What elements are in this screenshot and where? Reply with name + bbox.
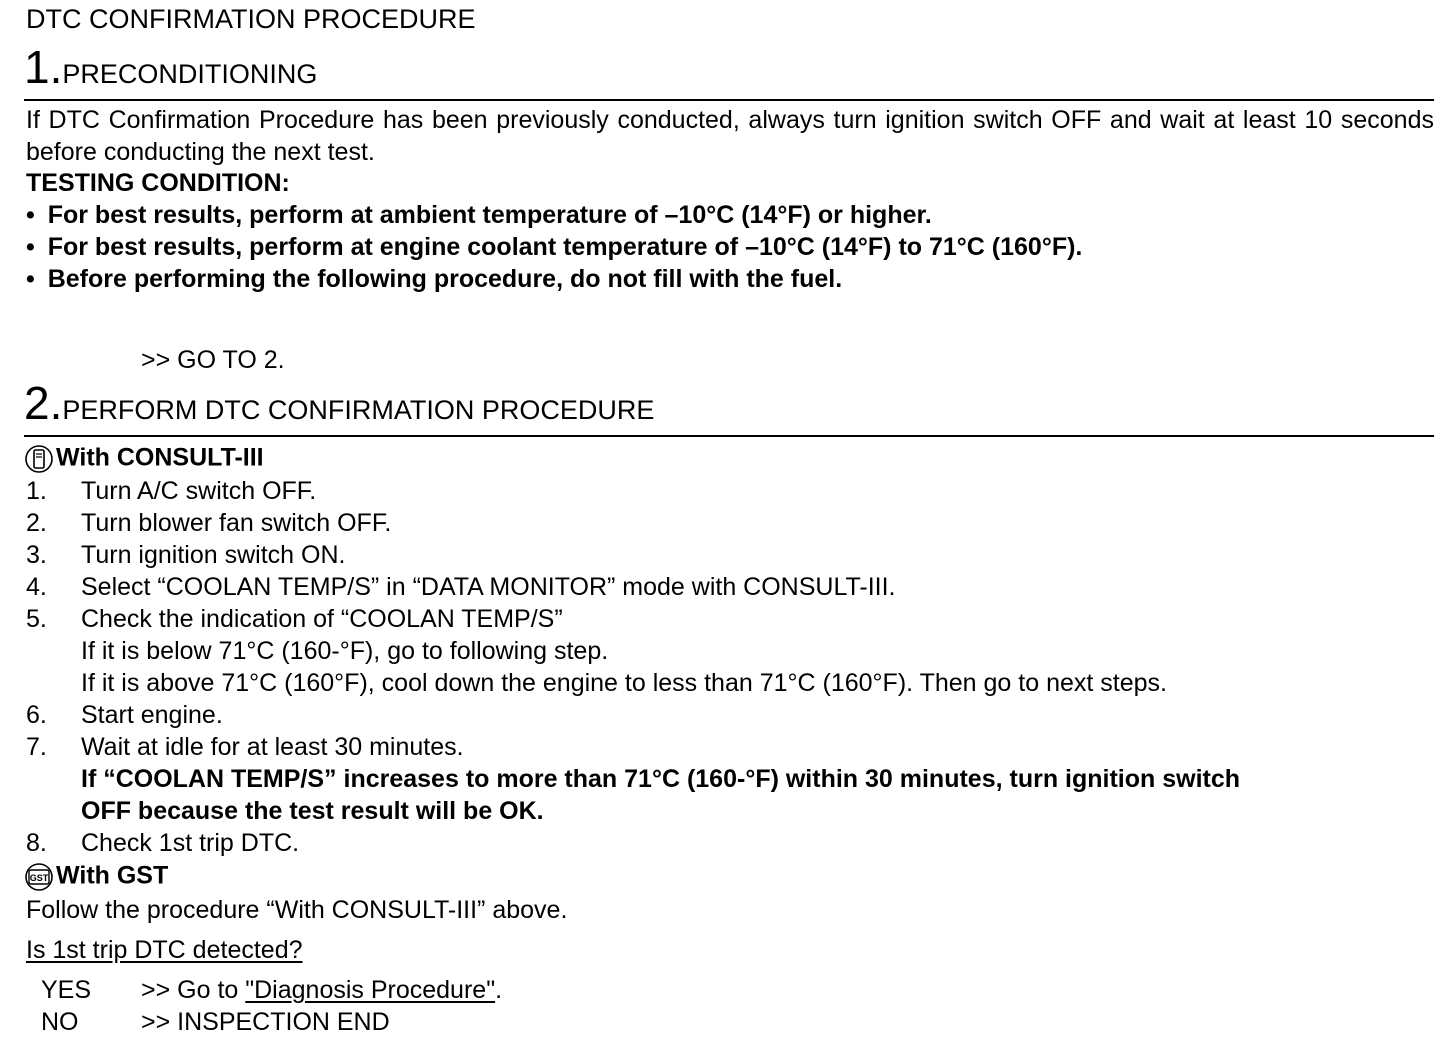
step-number: 5. [26, 605, 47, 633]
step-number: 8. [26, 829, 47, 857]
procedure-step [26, 511, 47, 536]
svg-text:GST: GST [29, 873, 49, 883]
answer-yes-action [141, 978, 502, 1003]
procedure-step [26, 543, 47, 568]
bullet-text: For best results, perform at engine coolant temperature of –10°C (14°F) to 71°C (160°F). [47, 233, 1083, 261]
procedure-step [26, 607, 47, 632]
procedure-step-text: Check the indication of “COOLAN TEMP/S” [81, 605, 563, 633]
procedure-step [26, 735, 47, 760]
procedure-step [26, 479, 47, 504]
step-number: 6. [26, 701, 47, 729]
gst-tool-icon [24, 862, 54, 892]
answer-no-label: NO [41, 1008, 79, 1036]
step-number: 7. [26, 733, 47, 761]
procedure-step-text: Wait at idle for at least 30 minutes. [81, 733, 464, 761]
procedure-step-text: Turn ignition switch ON. [81, 541, 346, 569]
answer-yes-suffix: . [495, 976, 503, 1004]
consult-heading [24, 444, 264, 474]
gst-instruction: Follow the procedure “With CONSULT-III” above. [26, 896, 568, 924]
step-1-heading [24, 41, 318, 93]
procedure-step [26, 703, 47, 728]
answer-yes-label: YES [41, 976, 92, 1004]
bullet: • [26, 265, 35, 293]
step-number: 1. [26, 477, 47, 505]
gst-heading [24, 862, 168, 892]
answer-no-action: >> INSPECTION END [141, 1008, 390, 1036]
section-divider [24, 99, 1434, 101]
procedure-step [26, 831, 47, 856]
gst-heading-text: With GST [56, 861, 169, 890]
testing-condition-item [26, 203, 932, 228]
answer-yes-prefix: >> Go to [141, 976, 246, 1004]
diagnosis-procedure-link[interactable]: "Diagnosis Procedure" [245, 976, 496, 1004]
procedure-step-text: Select “COOLAN TEMP/S” in “DATA MONITOR” mode with CONSULT-III. [81, 573, 896, 601]
bullet-text: Before performing the following procedure, do not fill with the fuel. [47, 265, 843, 293]
procedure-step-text: If it is below 71°C (160-°F), go to following step. [81, 637, 609, 665]
procedure-step-text: Turn A/C switch OFF. [81, 477, 317, 505]
procedure-step-note: OFF because the test result will be OK. [81, 797, 544, 825]
procedure-step-text: Check 1st trip DTC. [81, 829, 300, 857]
step-1-title: PRECONDITIONING [62, 59, 318, 89]
bullet: • [26, 201, 35, 229]
goto-step-2: >> GO TO 2. [141, 346, 285, 374]
step-number: 4. [26, 573, 47, 601]
step-number: 2. [26, 509, 47, 537]
bullet: • [26, 233, 35, 261]
bullet-text: For best results, perform at ambient temperature of –10°C (14°F) or higher. [47, 201, 932, 229]
testing-condition-item [26, 235, 1082, 260]
procedure-step-note: If “COOLAN TEMP/S” increases to more than 71°C (160-°F) within 30 minutes, turn ignition switch [81, 765, 1241, 793]
step-1-intro: If DTC Confirmation Procedure has been previously conducted, always turn ignition switch OFF and wait at least 10 seconds before conducting the next test. [26, 106, 1434, 166]
testing-condition-item [26, 267, 842, 292]
step-2-number: 2. [24, 377, 63, 429]
consult-tool-icon [24, 444, 54, 474]
page-title: DTC CONFIRMATION PROCEDURE [26, 4, 476, 34]
step-2-title: PERFORM DTC CONFIRMATION PROCEDURE [62, 395, 655, 425]
step-2-heading [24, 377, 655, 429]
decision-question: Is 1st trip DTC detected? [26, 936, 303, 964]
procedure-step-text: Turn blower fan switch OFF. [81, 509, 392, 537]
procedure-step [26, 575, 47, 600]
procedure-step-text: Start engine. [81, 701, 223, 729]
testing-condition-label: TESTING CONDITION: [26, 169, 290, 197]
step-1-number: 1. [24, 41, 63, 93]
section-divider [24, 435, 1434, 437]
step-number: 3. [26, 541, 47, 569]
consult-heading-text: With CONSULT-III [56, 443, 264, 472]
procedure-step-text: If it is above 71°C (160°F), cool down the engine to less than 71°C (160°F). Then go to next steps. [81, 669, 1167, 697]
